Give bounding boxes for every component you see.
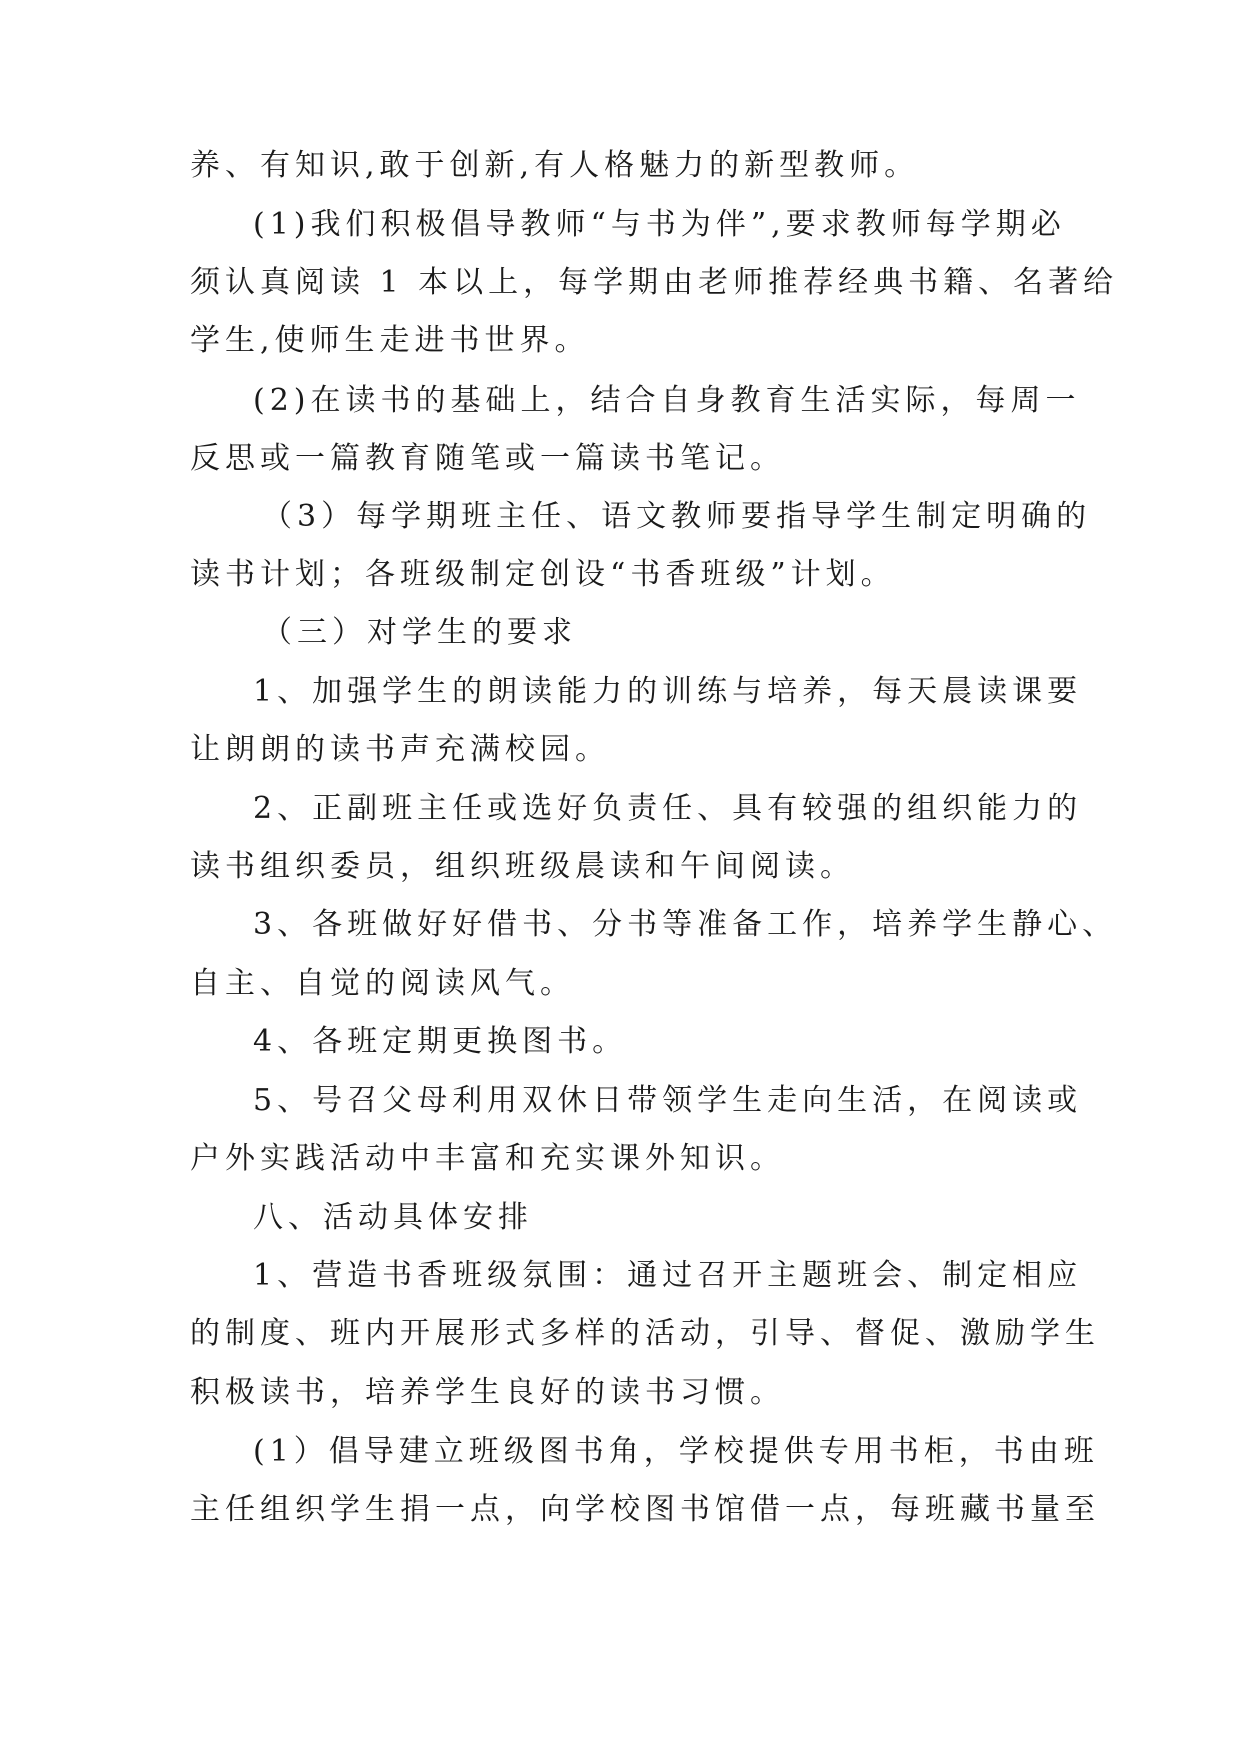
text-line: 户外实践活动中丰富和充实课外知识。 [190,1141,785,1176]
text-line: 学生,使师生走进书世界。 [190,323,590,358]
section-heading: 八、活动具体安排 [253,1200,533,1235]
text-line: 的制度、班内开展形式多样的活动，引导、督促、激励学生 [190,1316,1100,1351]
text-line: 4、各班定期更换图书。 [253,1024,628,1059]
text-line: 积极读书，培养学生良好的读书习惯。 [190,1375,785,1410]
text-line: (1)我们积极倡导教师“与书为伴”,要求教师每学期必 [253,207,1066,242]
text-line: 主任组织学生捐一点，向学校图书馆借一点，每班藏书量至 [190,1492,1100,1527]
section-heading: （三）对学生的要求 [262,615,577,650]
text-line: （3）每学期班主任、语文教师要指导学生制定明确的 [262,499,1092,534]
text-line: (2)在读书的基础上，结合自身教育生活实际，每周一 [253,383,1081,418]
text-line: 须认真阅读 1 本以上，每学期由老师推荐经典书籍、名著给 [190,265,1119,300]
text-line: 让朗朗的读书声充满校园。 [190,732,610,767]
text-line: 1、营造书香班级氛围：通过召开主题班会、制定相应 [253,1258,1083,1293]
text-line: 5、号召父母利用双休日带领学生走向生活，在阅读或 [253,1083,1083,1118]
text-line: 读书组织委员，组织班级晨读和午间阅读。 [190,849,855,884]
text-line: (1）倡导建立班级图书角，学校提供专用书柜，书由班 [253,1434,1099,1469]
text-line: 反思或一篇教育随笔或一篇读书笔记。 [190,441,785,476]
text-line: 3、各班做好好借书、分书等准备工作，培养学生静心、 [253,907,1118,942]
text-line: 1、加强学生的朗读能力的训练与培养，每天晨读课要 [253,674,1083,709]
text-line: 自主、自觉的阅读风气。 [190,966,575,1001]
text-line: 养、有知识,敢于创新,有人格魅力的新型教师。 [190,148,920,183]
text-line: 2、正副班主任或选好负责任、具有较强的组织能力的 [253,791,1083,826]
text-line: 读书计划；各班级制定创设“书香班级”计划。 [190,557,896,592]
